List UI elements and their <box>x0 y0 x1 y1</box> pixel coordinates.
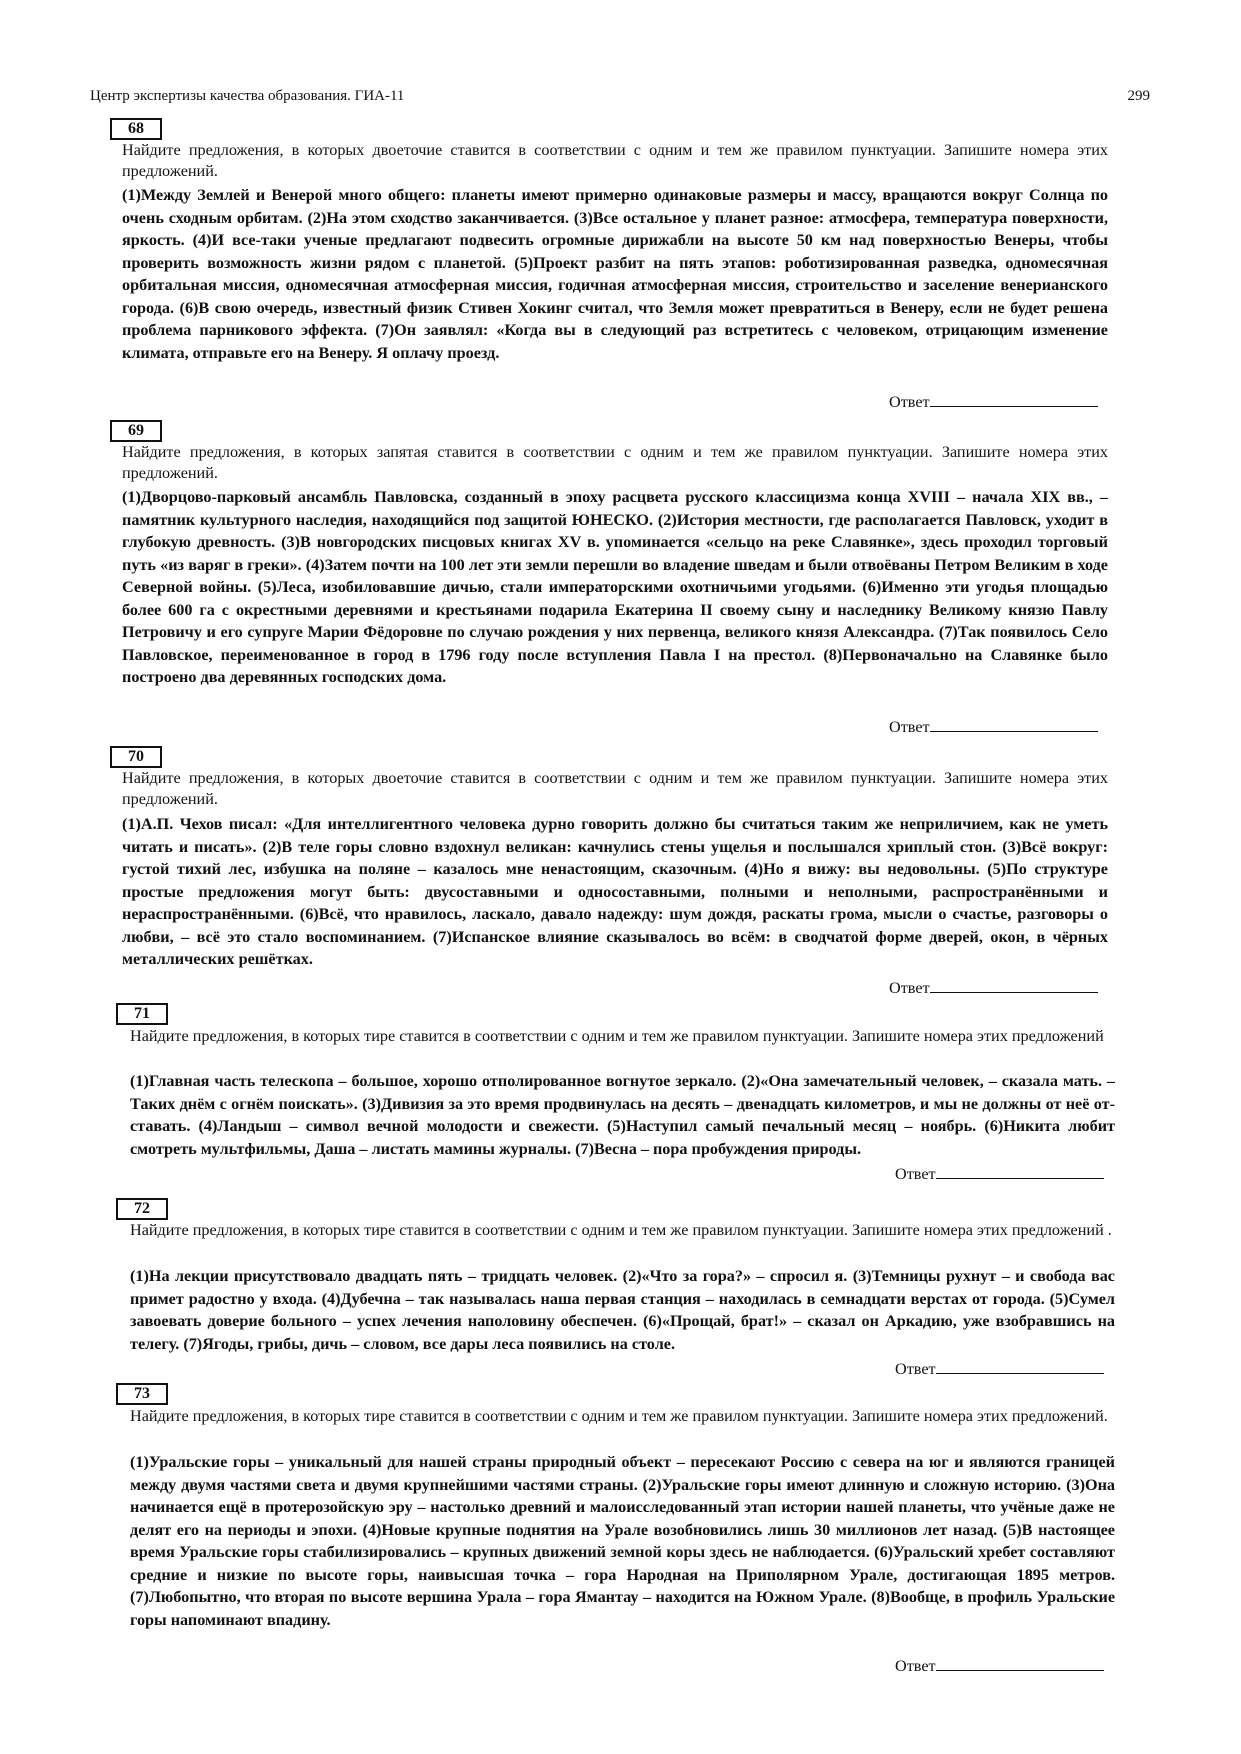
task-instruction: Найдите предложения, в которых двоеточие ставится в соответствии с одним и тем же правилом пунктуации. Запишите номера этих предложений. <box>122 769 1108 808</box>
answer-line[interactable] <box>930 390 1098 407</box>
task-text: (1)Дворцово-парковый ансамбль Павловска, созданный в эпоху расцвета русского классицизма конца XVIII – начала XIX вв., – памятник культурного наследия, находящийся под защитой ЮНЕСКО. (2)История местности, где располагается Павловск, уходит в глубокую древность. (3)В новгородских писцовых книгах XV в. упоминается «сельцо на реке Славянке», здесь проходил торговый путь «из варяг в греки». (4)Затем почти на 100 лет эти земли перешли во владение шведам и были отвоёваны Петром Великим в ходе Северной войны. (5)Леса, изобиловавшие дичью, стали императорскими охотничьими угодьями. (6)Именно эти угодья площадью более 600 га с окрестными деревнями и крестьянами подарила Екатерина II своему сыну и наследнику Великому князю Павлу Петровичу и его супруге Марии Фёдоровне по случаю рождения у них первенца, великого князя Александра. (7)Так появилось Село Павловское, переименованное в город в 1796 году после вступления Павла I на престол. (8)Первоначально на Славянке было построено два деревянных господских дома. <box>122 488 1108 686</box>
answer-field[interactable] <box>889 715 1098 738</box>
task-number: 69 <box>110 420 162 442</box>
answer-field[interactable] <box>889 390 1098 413</box>
answer-line[interactable] <box>936 1162 1104 1179</box>
answer-label: Ответ <box>895 1165 936 1183</box>
task-text: (1)Главная часть телескопа – большое, хорошо отполированное вогнутое зеркало. (2)«Она замечательный человек, – сказала мать. – Таких днём с огнём поискать». (3)Дивизия за это время продвинулась на десять – двенадцать километров, и мы не должны от неё от-ставать. (4)Ландыш – символ вечной молодости и свежести. (5)Наступил самый печальный месяц – ноябрь. (6)Никита любит смотреть мультфильмы, Даша – листать мамины журналы. (7)Весна – пора пробуждения природы. <box>130 1072 1115 1158</box>
page-number: 299 <box>1127 88 1150 104</box>
answer-line[interactable] <box>936 1357 1104 1374</box>
answer-field[interactable] <box>895 1357 1104 1380</box>
answer-field[interactable] <box>895 1654 1104 1677</box>
answer-line[interactable] <box>930 715 1098 732</box>
task-instruction: Найдите предложения, в которых тире ставится в соответствии с одним и тем же правилом пунктуации. Запишите номера этих предложений <box>130 1027 1104 1045</box>
answer-field[interactable] <box>895 1162 1104 1185</box>
answer-label: Ответ <box>889 718 930 736</box>
task-number: 71 <box>116 1003 168 1025</box>
header-title: Центр экспертизы качества образования. ГИА-11 <box>90 88 405 104</box>
answer-label: Ответ <box>895 1657 936 1675</box>
task-number: 72 <box>116 1198 168 1220</box>
task-text: (1)Между Землей и Венерой много общего: планеты имеют примерно одинаковые размеры и массу, вращаются вокруг Солнца по очень сходным орбитам. (2)На этом сходство заканчивается. (3)Все остальное у планет разное: атмосфера, температура поверхности, яркость. (4)И все-таки ученые предлагают подвесить огромные дирижабли на высоте 50 км над поверхностью Венеры, чтобы проверить возможность жизни рядом с планетой. (5)Проект разбит на пять этапов: роботизированная разведка, одномесячная орбитальная миссия, одномесячная атмосферная миссия, годичная атмосферная миссия, строительство и заселение венерианского города. (6)В свою очередь, известный физик Стивен Хокинг считал, что Земля может превратиться в Венеру, если не будет решена проблема парникового эффекта. (7)Он заявлял: «Когда вы в следующий раз встретитесь с человеком, отрицающим изменение климата, отправьте его на Венеру. Я оплачу проезд. <box>122 186 1108 362</box>
answer-label: Ответ <box>889 393 930 411</box>
page-header <box>90 88 1150 112</box>
task-number: 70 <box>110 746 162 768</box>
answer-line[interactable] <box>930 976 1098 993</box>
answer-line[interactable] <box>936 1654 1104 1671</box>
answer-field[interactable] <box>889 976 1098 999</box>
task-text: (1)На лекции присутствовало двадцать пять – тридцать человек. (2)«Что за гора?» – спросил я. (3)Темницы рухнут – и свобода вас примет радостно у входа. (4)Дубечна – так называлась наша первая станция – находилась в семнадцати верстах от города. (5)Сумел завоевать доверие больного – успех лечения наполовину обеспечен. (6)«Прощай, брат!» – сказал он Аркадию, уже взобравшись на телегу. (7)Ягоды, грибы, дичь – словом, все дары леса появились на столе. <box>130 1267 1115 1353</box>
task-text: (1)А.П. Чехов писал: «Для интеллигентного человека дурно говорить должно бы считаться таким же неприличием, как не уметь читать и писать». (2)В теле горы словно вздохнул великан: качнулись стены ущелья и послышался хриплый стон. (3)Всё вокруг: густой тихий лес, избушка на поляне – казалось мне ненастоящим, сказочным. (4)Но я вижу: вы недовольны. (5)По структуре простые предложения могут быть: двусоставными и односоставными, полными и неполными, распространёнными и нераспространёнными. (6)Всё, что нравилось, ласкало, давало надежду: шум дождя, раскаты грома, мысли о счастье, разговоры о любви, – всё это стало воспоминанием. (7)Испанское влияние сказывалось во всём: в сводчатой форме дверей, окон, в чёрных металлических решётках. <box>122 815 1108 968</box>
task-number: 73 <box>116 1383 168 1405</box>
answer-label: Ответ <box>895 1360 936 1378</box>
answer-label: Ответ <box>889 979 930 997</box>
task-text: (1)Уральские горы – уникальный для нашей страны природный объект – пересекают Россию с севера на юг и являются границей между двумя частями света и двумя крупнейшими частями страны. (2)Уральские горы имеют длинную и сложную историю. (3)Она начинается ещё в протерозойскую эру – настолько древний и малоисследованный этап истории нашей планеты, что учёные даже не делят его на периоды и эпохи. (4)Новые крупные поднятия на Урале возобновились лишь 30 миллионов лет назад. (5)В настоящее время Уральские горы стабилизировались – крупных движений земной коры здесь не наблюдается. (6)Уральский хребет составляют средние и низкие по высоте горы, наивысшая точка – гора Народная на Приполярном Урале, достигающая 1895 метров. (7)Любопытно, что вторая по высоте вершина Урала – гора Ямантау – находится на Южном Урале. (8)Вообще, в профиль Уральские горы напоминают впадину. <box>130 1453 1115 1629</box>
task-instruction: Найдите предложения, в которых запятая ставится в соответствии с одним и тем же правилом пунктуации. Запишите номера этих предложений. <box>122 443 1108 482</box>
task-number: 68 <box>110 118 162 140</box>
task-instruction: Найдите предложения, в которых тире ставится в соответствии с одним и тем же правилом пунктуации. Запишите номера этих предложений . <box>130 1221 1112 1239</box>
task-instruction: Найдите предложения, в которых тире ставится в соответствии с одним и тем же правилом пунктуации. Запишите номера этих предложений. <box>130 1407 1108 1425</box>
task-instruction: Найдите предложения, в которых двоеточие ставится в соответствии с одним и тем же правилом пунктуации. Запишите номера этих предложений. <box>122 141 1108 180</box>
